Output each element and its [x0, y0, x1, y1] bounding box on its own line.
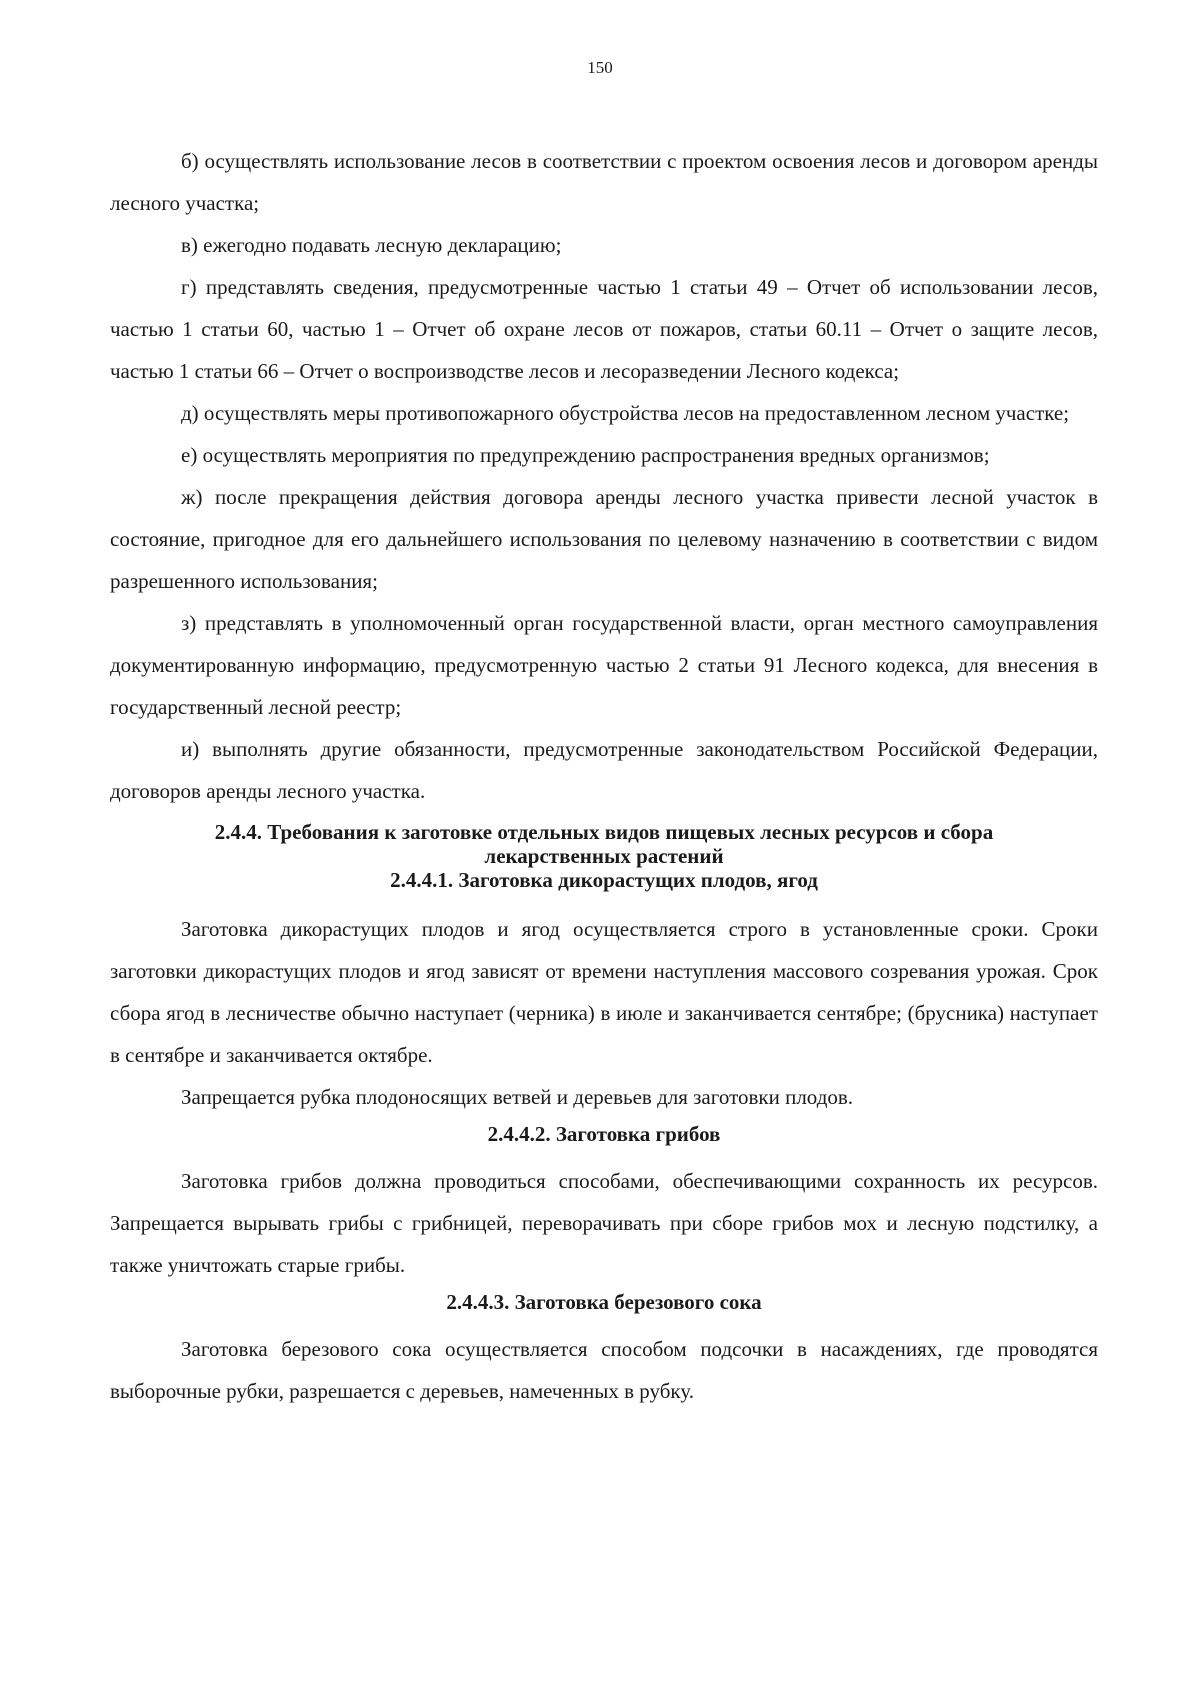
page-number: 150 — [587, 58, 613, 77]
list-item-i: и) выполнять другие обязанности, предусмотренные законодательством Российской Федерации, договоров аренды лесного участка. — [110, 737, 1098, 803]
section-heading-2-4-4-2: 2.4.4.2. Заготовка грибов — [487, 1122, 721, 1146]
list-item-d: д) осуществлять меры противопожарного обустройства лесов на предоставленном лесном участке; — [181, 401, 1070, 425]
list-item-zh: ж) после прекращения действия договора аренды лесного участка привести лесной участок в состояние, пригодное для его дальнейшего использования по целевому назначению в соответствии с видом разрешенного использования; — [110, 485, 1098, 593]
paragraph-birch-sap: Заготовка березового сока осуществляется способом подсочки в насаждениях, где проводятся выборочные рубки, разрешается с деревьев, намеченных в рубку. — [110, 1337, 1098, 1403]
list-item-e: е) осуществлять мероприятия по предупреждению распространения вредных организмов; — [181, 443, 990, 467]
section-heading-2-4-4-1: 2.4.4.1. Заготовка дикорастущих плодов, ягод — [390, 868, 818, 892]
paragraph-berries-terms: Заготовка дикорастущих плодов и ягод осуществляется строго в установленные сроки. Сроки заготовки дикорастущих плодов и ягод зависят от времени наступления массового созревания урожая. Срок сбора ягод в лесничестве обычно наступает (черника) в июле и заканчивается сентябре; (брусника) наступает в сентябре и заканчивается октябре. — [110, 917, 1098, 1067]
section-heading-2-4-4: 2.4.4. Требования к заготовке отдельных видов пищевых лесных ресурсов и сбора лекарственных растений — [214, 820, 994, 868]
list-item-v: в) ежегодно подавать лесную декларацию; — [181, 233, 562, 257]
list-item-b: б) осуществлять использование лесов в соответствии с проектом освоения лесов и договором аренды лесного участка; — [110, 149, 1098, 215]
list-item-g: г) представлять сведения, предусмотренные частью 1 статьи 49 – Отчет об использовании лесов, частью 1 статьи 60, частью 1 – Отчет об охране лесов от пожаров, статьи 60.11 – Отчет о защите лесов, частью 1 статьи 66 – Отчет о воспроизводстве лесов и лесоразведении Лесного кодекса; — [110, 275, 1098, 383]
section-heading-2-4-4-3: 2.4.4.3. Заготовка березового сока — [446, 1290, 762, 1314]
document-body — [110, 140, 1098, 1412]
paragraph-berries-prohibition: Запрещается рубка плодоносящих ветвей и деревьев для заготовки плодов. — [181, 1085, 854, 1109]
paragraph-mushrooms: Заготовка грибов должна проводиться способами, обеспечивающими сохранность их ресурсов. Запрещается вырывать грибы с грибницей, переворачивать при сборе грибов мох и лесную подстилку, а также уничтожать старые грибы. — [110, 1169, 1098, 1277]
list-item-z: з) представлять в уполномоченный орган государственной власти, орган местного самоуправления документированную информацию, предусмотренную частью 2 статьи 91 Лесного кодекса, для внесения в государственный лесной реестр; — [110, 611, 1098, 719]
